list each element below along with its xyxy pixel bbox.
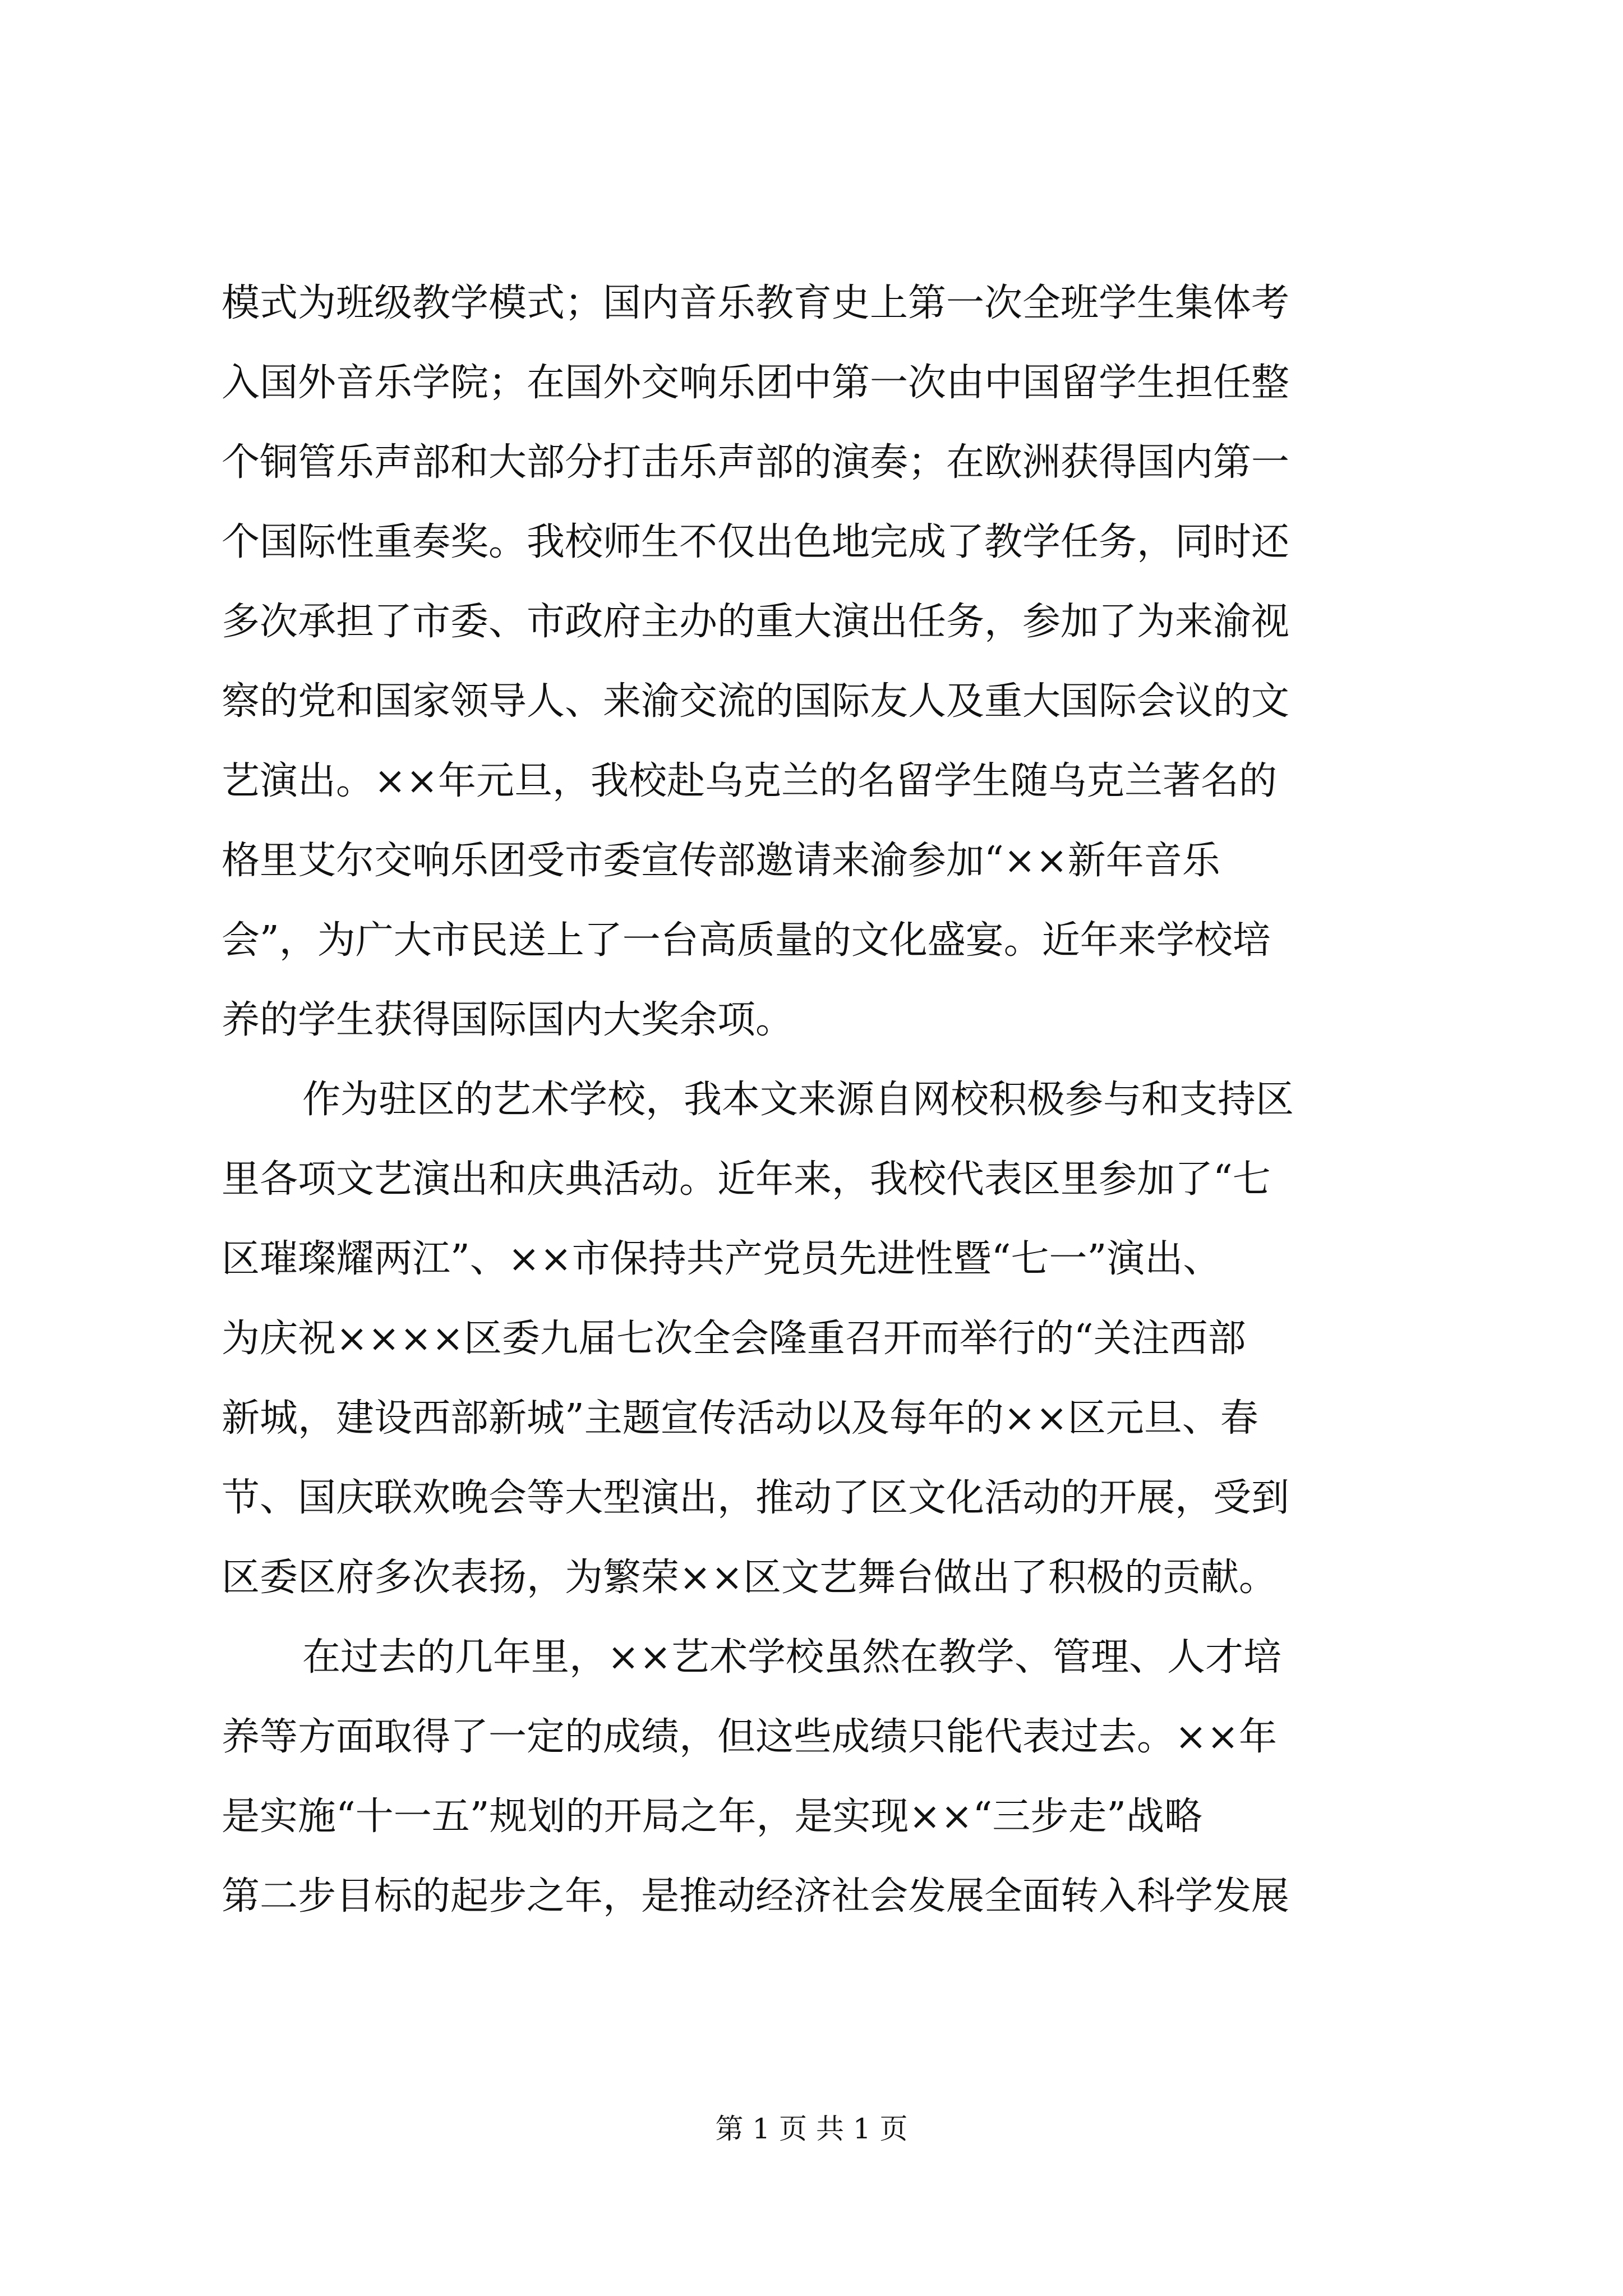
text-line: 个铜管乐声部和大部分打击乐声部的演奏；在欧洲获得国内第一 [222, 440, 1290, 485]
text-line: 模式为班级教学模式；国内音乐教育史上第一次全班学生集体考 [222, 281, 1290, 325]
text-line: 节、国庆联欢晚会等大型演出，推动了区文化活动的开展，受到 [222, 1476, 1290, 1520]
text-line: 入国外音乐学院；在国外交响乐团中第一次由中国留学生担任整 [222, 361, 1290, 405]
text-line: 格里艾尔交响乐团受市委宣传部邀请来渝参加“××新年音乐 [222, 839, 1220, 883]
text-line: 新城，建设西部新城”主题宣传活动以及每年的××区元旦、春 [222, 1396, 1258, 1441]
text-line: 第二步目标的起步之年，是推动经济社会发展全面转入科学发展 [222, 1874, 1290, 1918]
text-line: 多次承担了市委、市政府主办的重大演出任务，参加了为来渝视 [222, 600, 1290, 644]
text-line: 艺演出。××年元旦，我校赴乌克兰的名留学生随乌克兰著名的 [222, 759, 1277, 803]
paragraph-2 [222, 1060, 1422, 1618]
document-body [222, 264, 1422, 1936]
text-line: 区璀璨耀两江”、××市保持共产党员先进性暨“七一”演出、 [222, 1237, 1221, 1281]
text-line: 区委区府多次表扬，为繁荣××区文艺舞台做出了积极的贡献。 [222, 1556, 1277, 1600]
text-line: 个国际性重奏奖。我校师生不仅出色地完成了教学任务，同时还 [222, 520, 1290, 564]
text-line: 是实施“十一五”规划的开局之年，是实现××“三步走”战略 [222, 1795, 1203, 1839]
text-line: 养的学生获得国际国内大奖余项。 [222, 998, 794, 1042]
page-footer: 第 1 页 共 1 页 [715, 2113, 908, 2145]
text-line: 里各项文艺演出和庆典活动。近年来，我校代表区里参加了“七 [222, 1157, 1271, 1202]
text-line: 在过去的几年里，××艺术学校虽然在教学、管理、人才培 [302, 1635, 1281, 1680]
text-line: 作为驻区的艺术学校，我本文来源自网校积极参与和支持区 [302, 1078, 1294, 1122]
paragraph-3 [222, 1618, 1422, 1936]
text-line: 察的党和国家领导人、来渝交流的国际友人及重大国际会议的文 [222, 679, 1290, 724]
text-line: 为庆祝××××区委九届七次全会隆重召开而举行的“关注西部 [222, 1317, 1246, 1361]
text-line: 养等方面取得了一定的成绩，但这些成绩只能代表过去。××年 [222, 1715, 1277, 1759]
text-line: 会”，为广大市民送上了一台高质量的文化盛宴。近年来学校培 [222, 918, 1271, 963]
paragraph-1 [222, 264, 1422, 1060]
